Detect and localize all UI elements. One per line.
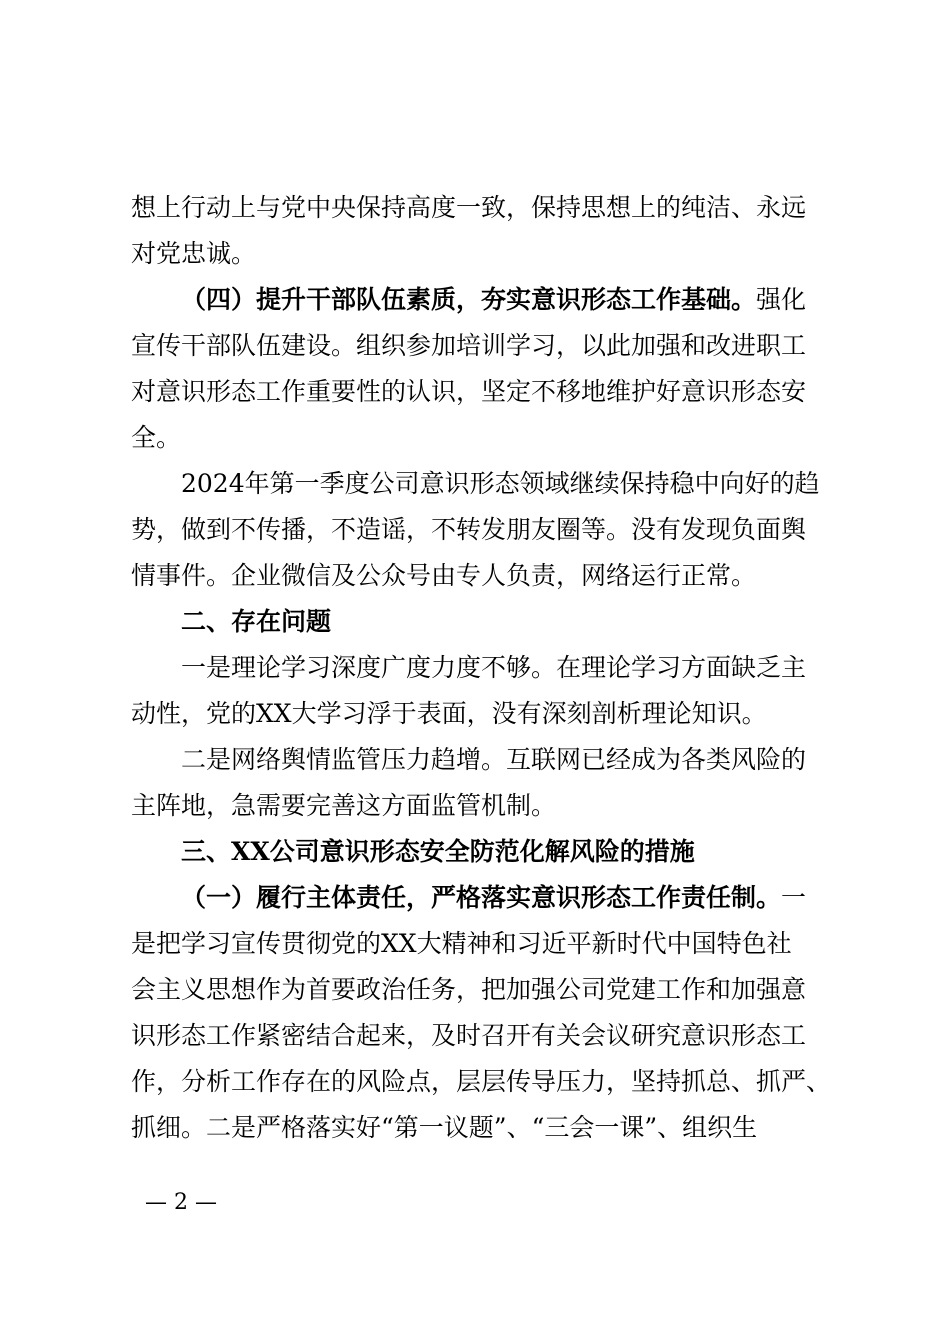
paragraph-heading-line [131,277,836,323]
text-line: 是把学习宣传贯彻党的XX大精神和习近平新时代中国特色社 [131,929,792,958]
text-line: 情事件。企业微信及公众号由专人负责，网络运行正常。 [131,561,757,590]
section-lead-bold: （四）提升干部队伍素质，夯实意识形态工作基础。 [181,285,757,314]
text-line-rest: 一 [781,883,807,912]
text-line: 识形态工作紧密结合起来，及时召开有关会议研究意识形态工 [131,1021,807,1050]
text-line: 抓细。二是严格落实好“第一议题”、“三会一课”、组织生 [131,1113,758,1142]
text-line: 一是理论学习深度广度力度不够。在理论学习方面缺乏主 [181,653,807,682]
paragraph-heading-line [131,875,836,921]
section-lead-bold: （一）履行主体责任，严格落实意识形态工作责任制。 [181,883,782,912]
document-body [131,185,836,1151]
text-line: 二是网络舆情监管压力趋增。互联网已经成为各类风险的 [181,745,807,774]
page-number: — 2 — [145,1190,217,1215]
text-line: 全。 [131,423,182,452]
text-line: 2024年第一季度公司意识形态领域继续保持稳中向好的趋 [181,469,820,498]
text-line: 宣传干部队伍建设。组织参加培训学习，以此加强和改进职工 [131,331,807,360]
section-heading: 三、XX公司意识形态安全防范化解风险的措施 [181,837,695,866]
text-line: 对党忠诚。 [131,239,257,268]
text-line: 势，做到不传播，不造谣，不转发朋友圈等。没有发现负面舆 [131,515,807,544]
text-line: 动性，党的XX大学习浮于表面，没有深刻剖析理论知识。 [131,699,767,728]
text-line-rest: 强化 [756,285,807,314]
text-line: 对意识形态工作重要性的认识，坚定不移地维护好意识形态安 [131,377,807,406]
text-line: 会主义思想作为首要政治任务，把加强公司党建工作和加强意 [131,975,807,1004]
section-heading: 二、存在问题 [181,607,332,636]
text-line: 作，分析工作存在的风险点，层层传导压力，坚持抓总、抓严、 [131,1067,832,1096]
text-line: 想上行动上与党中央保持高度一致，保持思想上的纯洁、永远 [131,193,807,222]
text-line: 主阵地，急需要完善这方面监管机制。 [131,791,557,820]
